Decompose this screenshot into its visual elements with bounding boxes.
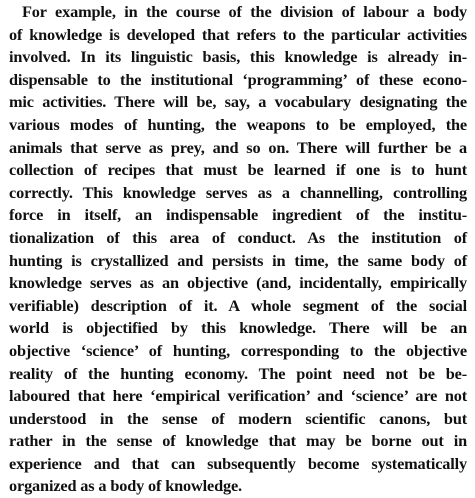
text-line: tionalization of this area of conduct. As the institution of (9, 227, 467, 247)
text-line: rather in the sense of knowledge that may be borne out in (9, 431, 467, 451)
text-line: experience and that can subsequently become systematically (9, 453, 467, 473)
text-line: world is objectified by this knowledge. There will be an (9, 318, 467, 338)
text-line: verifiable) description of it. A whole segment of the social (9, 295, 467, 315)
text-line: animals that serve as prey, and so on. There will further be a (9, 137, 467, 157)
text-line: mic activities. There will be, say, a vocabulary designating the (9, 92, 467, 112)
text-line: hunting is crystallized and persists in time, the same body of (9, 250, 467, 270)
text-line: involved. In its linguistic basis, this knowledge is already in- (9, 47, 467, 67)
text-line: reality of the hunting economy. The point need not be be- (9, 363, 467, 383)
text-line: of knowledge is developed that refers to the particular activities (9, 24, 467, 44)
text-line: force in itself, an indispensable ingredient of the institu- (9, 205, 467, 225)
text-line: understood in the sense of modern scientific canons, but (9, 408, 467, 428)
text-line: objective ‘science’ of hunting, corresponding to the objective (9, 340, 467, 360)
text-line: organized as a body of knowledge. (9, 476, 242, 496)
text-line: correctly. This knowledge serves as a channelling, controlling (9, 182, 467, 202)
text-line: For example, in the course of the division of labour a body (22, 2, 467, 21)
text-line: various modes of hunting, the weapons to be employed, the (9, 114, 467, 134)
text-line: knowledge serves as an objective (and, incidentally, empirically (9, 273, 467, 293)
text-line: laboured that here ‘empirical verification’ and ‘science’ are not (9, 386, 467, 406)
text-line: dispensable to the institutional ‘programming’ of these econo- (9, 69, 467, 89)
body-paragraph (9, 1, 467, 498)
text-line: collection of recipes that must be learned if one is to hunt (9, 160, 467, 180)
